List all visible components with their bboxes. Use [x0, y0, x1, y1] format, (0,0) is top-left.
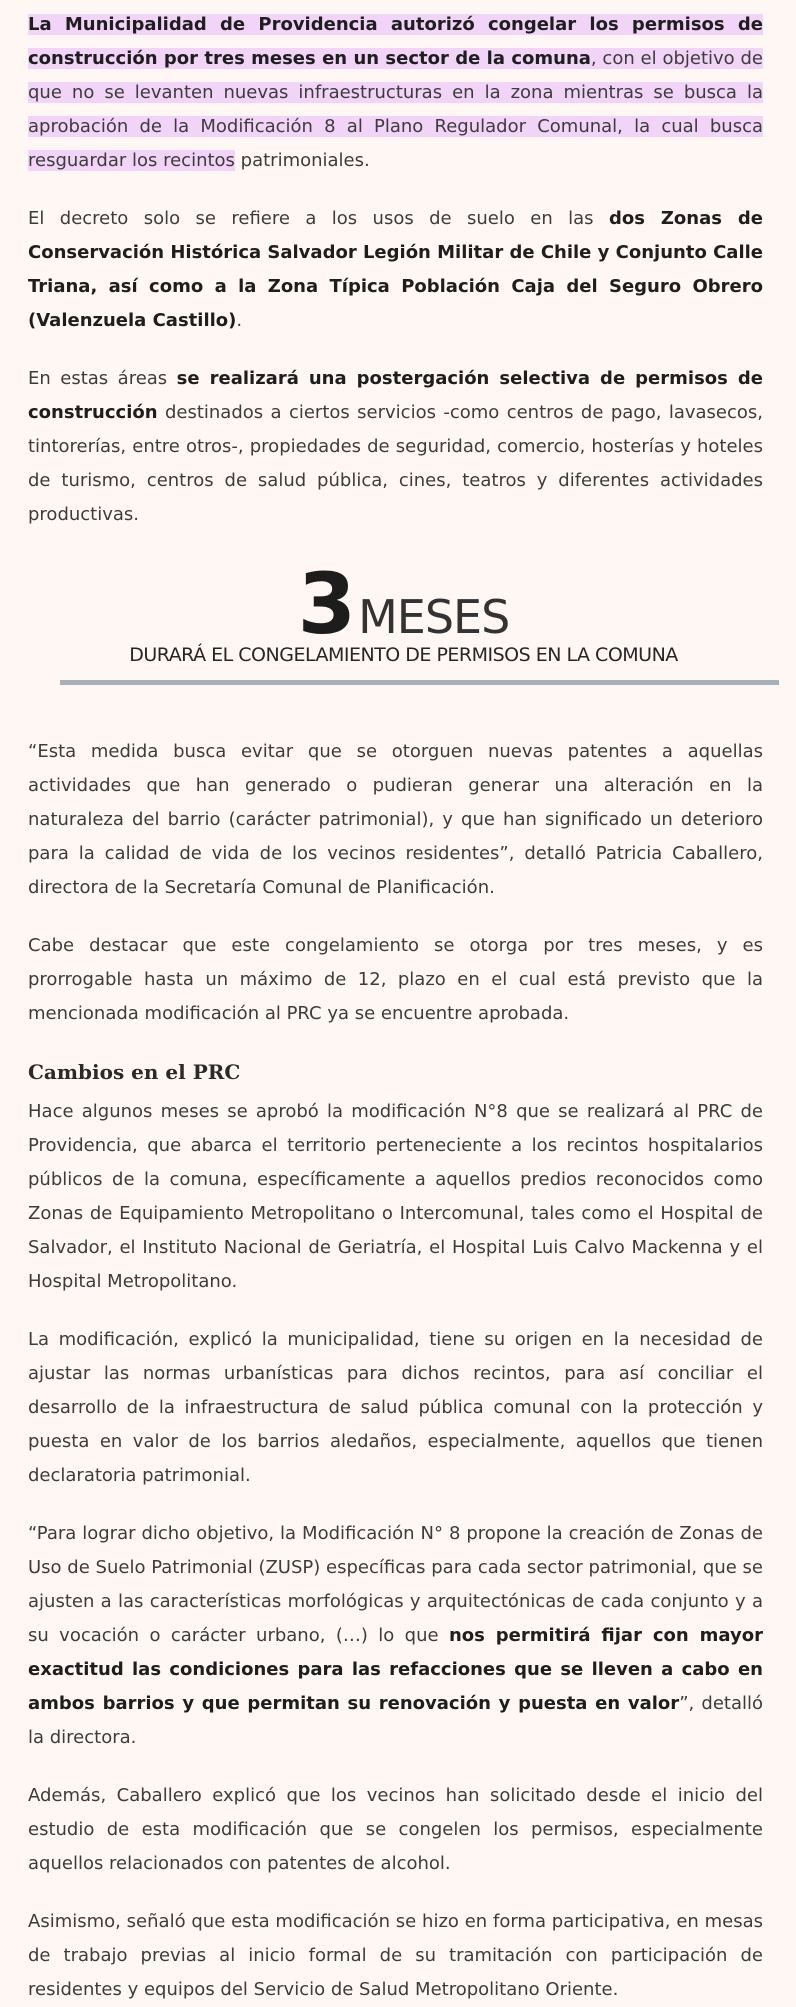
areas-text-1: En estas áreas [28, 368, 177, 389]
zusp-bold: nos permitirá fijar con mayor exactitud las condiciones para las refacciones que se lleven a cabo en ambos barrios y que permitan su renovación y puesta en valor [28, 1625, 763, 1714]
stat-callout [44, 555, 763, 685]
intro-highlighted-rest: , con el objetivo de que no se levanten nuevas infraestructuras en la zona mientras se busca la aprobación de la Modificación 8 al Plano Regulador Comunal, la cual busca resguardar los recintos [28, 48, 763, 171]
areas-text-2: destinados a ciertos servicios -como centros de pago, lavasecos, tintorerías, entre otros-, propiedades de seguridad, comercio, hosterías y hoteles de turismo, centros de salud pública, cines, teatros y diferentes actividades productivas. [28, 402, 763, 525]
stat-unit: MESES [358, 590, 510, 644]
section-heading: Cambios en el PRC [28, 1060, 241, 1084]
areas-postponement-bold: se realizará una postergación selectiva de permisos de construcción [28, 368, 763, 423]
paragraph-origin: La modificación, explicó la municipalidad, tiene su origen en la necesidad de ajustar las normas urbanísticas para dichos recintos, para así conciliar el desarrollo de la infraestructura de salud pública comunal con la protección y puesta en valor de los barrios aledaños, especialmente, aquellos que tienen declaratoria patrimonial. [28, 1329, 763, 1486]
paragraph-modification-8: Hace algunos meses se aprobó la modificación N°8 que se realizará al PRC de Providencia, que abarca el territorio perteneciente a los recintos hospitalarios públicos de la comuna, específicamente a aquellos predios reconocidos como Zonas de Equipamiento Metropolitano o Intercomunal, tales como el Hospital de Salvador, el Instituto Nacional de Geriatría, el Hospital Luis Calvo Mackenna y el Hospital Metropolitano. [28, 1101, 763, 1292]
stat-number: 3 [297, 555, 355, 653]
stat-caption: DURARÁ EL CONGELAMIENTO DE PERMISOS EN LA COMUNA [129, 644, 678, 666]
intro-lead-bold: La Municipalidad de Providencia autorizó congelar los permisos de construcción por tres meses en un sector de la comuna [28, 14, 763, 69]
paragraph-participatory: Asimismo, señaló que esta modificación se hizo en forma participativa, en mesas de trabajo previas al inicio formal de su tramitación con participación de residentes y equipos del Servicio de Salud Metropolitano Oriente. [28, 1911, 763, 2000]
intro-tail: patrimoniales. [234, 150, 370, 171]
highlighted-text [28, 14, 763, 171]
paragraph-zusp-quote [28, 1517, 763, 1755]
decree-text-1: El decreto solo se refiere a los usos de suelo en las [28, 208, 609, 229]
paragraph-neighbors: Además, Caballero explicó que los vecinos han solicitado desde el inicio del estudio de esta modificación que se congelen los permisos, especialmente aquellos relacionados con patentes de alcohol. [28, 1785, 763, 1874]
stat-divider [60, 680, 779, 685]
paragraph-quote-caballero: “Esta medida busca evitar que se otorguen nuevas patentes a aquellas actividades que han generado o pudieran generar una alteración en la naturaleza del barrio (carácter patrimonial), y que han significado un deterioro para la calidad de vida de los vecinos residentes”, detalló Patricia Caballero, directora de la Secretaría Comunal de Planificación. [28, 741, 763, 898]
paragraph-intro [28, 8, 763, 178]
paragraph-extension: Cabe destacar que este congelamiento se otorga por tres meses, y es prorrogable hasta un máximo de 12, plazo en el cual está previsto que la mencionada modificación al PRC ya se encuentre aprobada. [28, 935, 763, 1024]
stat-figure [44, 555, 763, 653]
paragraph-areas [28, 362, 763, 532]
zusp-text-1: “Para lograr dicho objetivo, la Modificación N° 8 propone la creación de Zonas de Uso de Suelo Patrimonial (ZUSP) específicas para cada sector patrimonial, que se ajusten a las características morfológicas y arquitectónicas de cada conjunto y a su vocación o carácter urbano, (…) lo que [28, 1523, 763, 1646]
paragraph-decree [28, 202, 763, 338]
zusp-text-2: ”, detalló la directora. [28, 1693, 763, 1748]
decree-text-2: . [236, 310, 243, 331]
decree-zones-bold: dos Zonas de Conservación Histórica Salvador Legión Militar de Chile y Conjunto Calle Triana, así como a la Zona Típica Población Caja del Seguro Obrero (Valenzuela Castillo) [28, 208, 764, 331]
